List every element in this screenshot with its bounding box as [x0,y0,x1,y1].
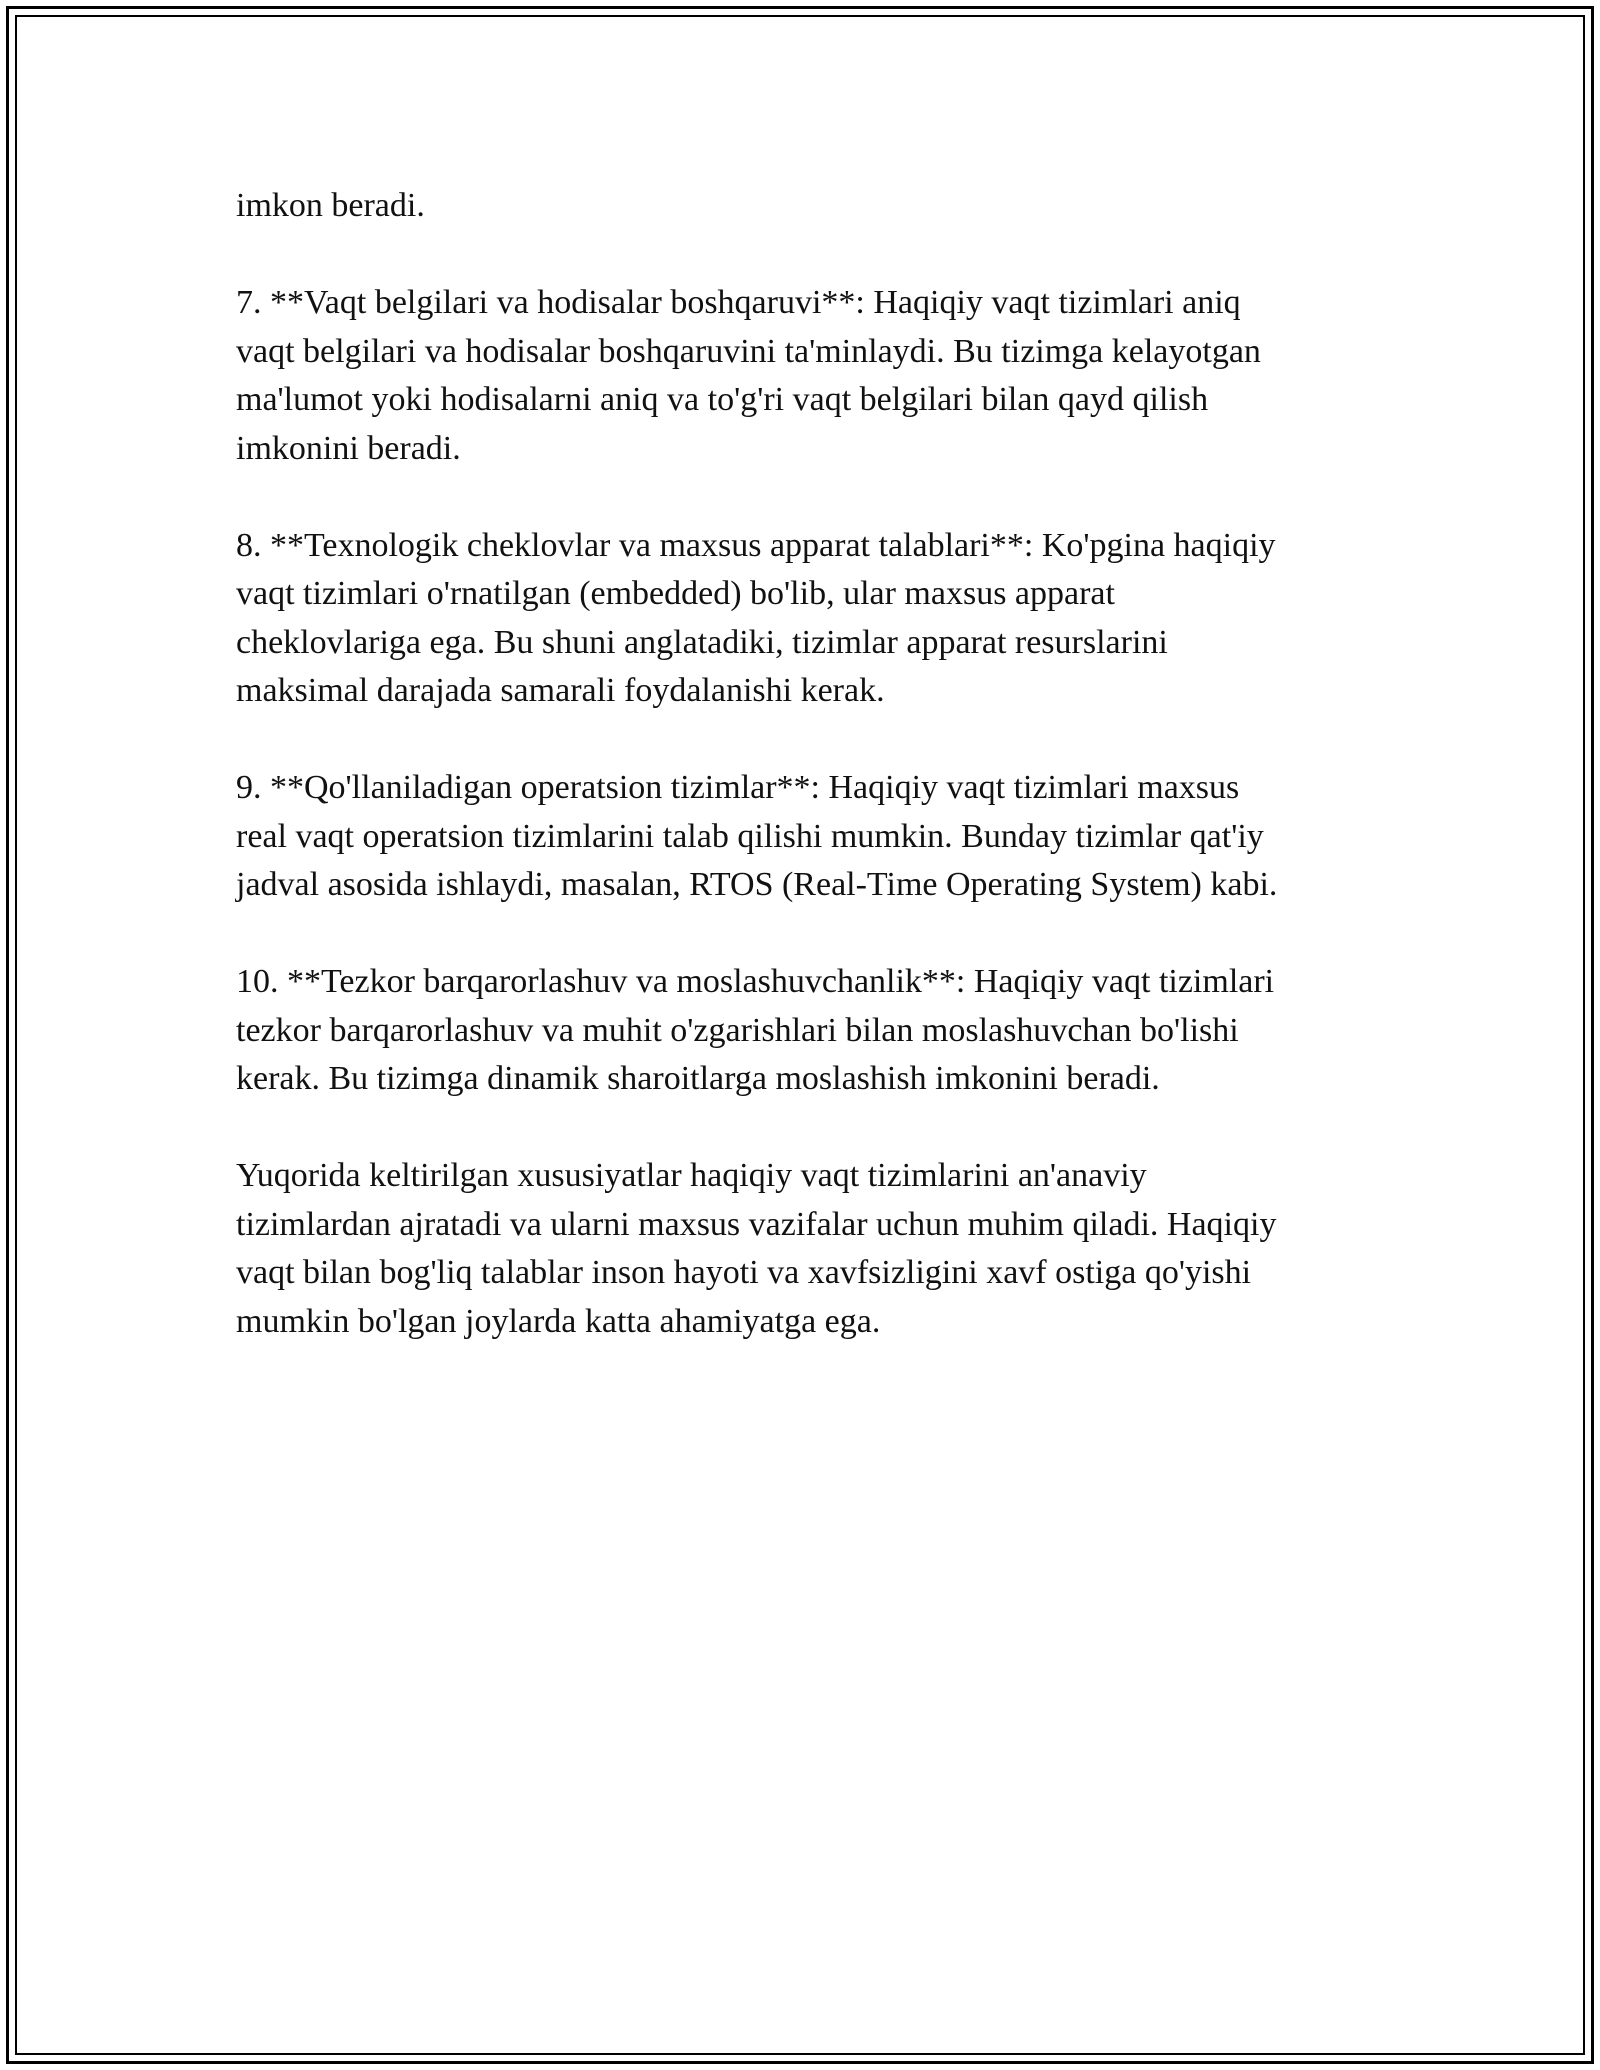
document-body [236,182,1366,1395]
paragraph-item-10: 10. **Tezkor barqarorlashuv va moslashuvchanlik**: Haqiqiy vaqt tizimlari tezkor barqarorlashuv va muhit o'zgarishlari bilan moslashuvchan bo'lishi kerak. Bu tizimga dinamik sharoitlarga moslashish imkonini beradi. [236,963,1275,1097]
paragraph-continuation: imkon beradi. [236,187,425,224]
paragraph-conclusion: Yuqorida keltirilgan xususiyatlar haqiqiy vaqt tizimlarini an'anaviy tizimlardan ajratadi va ularni maxsus vazifalar uchun muhim qiladi. Haqiqiy vaqt bilan bog'liq talablar inson hayoti va xavfsizligini xavf ostiga qo'yishi mumkin bo'lgan joylarda katta ahamiyatga ega. [236,1157,1277,1340]
paragraph-item-9: 9. **Qo'llaniladigan operatsion tizimlar**: Haqiqiy vaqt tizimlari maxsus real vaqt operatsion tizimlarini talab qilishi mumkin. Bunday tizimlar qat'iy jadval asosida ishlaydi, masalan, RTOS (Real-Time Operating System) kabi. [236,769,1278,903]
paragraph-item-7: 7. **Vaqt belgilari va hodisalar boshqaruvi**: Haqiqiy vaqt tizimlari aniq vaqt belgilari va hodisalar boshqaruvini ta'minlaydi. Bu tizimga kelayotgan ma'lumot yoki hodisalarni aniq va to'g'ri vaqt belgilari bilan qayd qilish imkonini beradi. [236,284,1261,467]
paragraph-item-8: 8. **Texnologik cheklovlar va maxsus apparat talablari**: Ko'pgina haqiqiy vaqt tizimlari o'rnatilgan (embedded) bo'lib, ular maxsus apparat cheklovlariga ega. Bu shuni anglatadiki, tizimlar apparat resurslarini maksimal darajada samarali foydalanishi kerak. [236,526,1276,709]
